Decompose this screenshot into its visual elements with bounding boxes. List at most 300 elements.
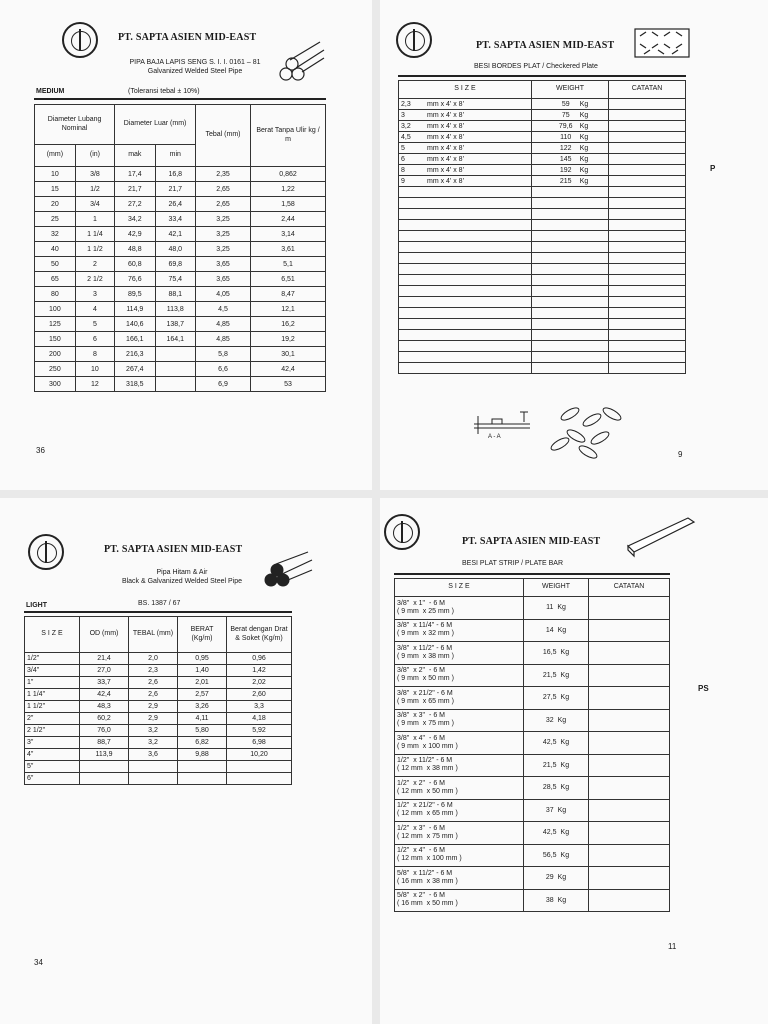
- table-row: [395, 777, 670, 800]
- empty-cell: [532, 308, 609, 319]
- cell-berat: 19,2: [251, 332, 326, 347]
- size-part: 1/2": [397, 847, 410, 855]
- cell-weight: [532, 132, 609, 143]
- table-body: [395, 597, 670, 912]
- weight-unit: Kg: [557, 896, 567, 904]
- cell-nominal-mm: 20: [35, 197, 76, 212]
- cell-tebal: 3,2: [129, 737, 178, 749]
- col-weight: WEIGHT: [532, 81, 609, 99]
- size-part: ( 16 mm: [397, 877, 423, 885]
- empty-cell: [399, 253, 532, 264]
- cell-berat: 53: [251, 377, 326, 392]
- size-thickness: 6: [401, 155, 405, 163]
- size-part: 1/2": [397, 779, 410, 787]
- size-part: ( 9 mm: [397, 652, 419, 660]
- size-part: - 6 M: [429, 667, 445, 675]
- weight-unit: Kg: [557, 806, 567, 814]
- weight-unit: Kg: [560, 851, 570, 859]
- weight-unit: Kg: [579, 166, 589, 174]
- page-11: [380, 498, 768, 1024]
- cell-socket: 3,3: [227, 701, 292, 713]
- weight-unit: Kg: [560, 649, 570, 657]
- edge-letter: PS: [698, 684, 709, 693]
- cell-tebal: 3,65: [196, 257, 251, 272]
- col-socket: Berat dengan Drat & Soket (Kg/m): [227, 617, 292, 653]
- cell-nominal-mm: 80: [35, 287, 76, 302]
- cell-nominal-mm: 300: [35, 377, 76, 392]
- plate-bar-table: [394, 578, 670, 912]
- size-part: x 25 mm ): [422, 607, 454, 615]
- empty-cell: [532, 231, 609, 242]
- cell-tebal: 3,65: [196, 272, 251, 287]
- weight-value: 21,5: [542, 761, 557, 769]
- weight-value: 32: [545, 716, 554, 724]
- cell-nominal-mm: 200: [35, 347, 76, 362]
- size-part: 3/8": [397, 622, 410, 630]
- empty-cell: [609, 253, 686, 264]
- empty-cell: [609, 275, 686, 286]
- size-part: ( 12 mm: [397, 810, 423, 818]
- weight-value: 38: [545, 896, 554, 904]
- page-number: 36: [36, 446, 45, 455]
- size-mm-line: [397, 608, 521, 616]
- empty-row: [399, 319, 686, 330]
- col-mm: (mm): [35, 145, 76, 167]
- cell-tebal: 4,85: [196, 332, 251, 347]
- cell-berat: 3,61: [251, 242, 326, 257]
- col-luar: Diameter Luar (mm): [115, 105, 196, 145]
- cell-nominal-in: 3/8: [75, 167, 114, 182]
- table-row: [399, 121, 686, 132]
- size-part: x 50 mm ): [422, 675, 454, 683]
- size-dimensions: mm x 4' x 8': [427, 177, 464, 185]
- cell-catatan: [589, 709, 670, 732]
- size-mm-line: [397, 698, 521, 706]
- empty-row: [399, 220, 686, 231]
- empty-row: [399, 352, 686, 363]
- weight-unit: Kg: [560, 784, 570, 792]
- cell-nominal-in: 4: [75, 302, 114, 317]
- cell-size: [399, 132, 532, 143]
- col-size: S I Z E: [25, 617, 80, 653]
- cell-tebal: 2,9: [129, 701, 178, 713]
- diamond-pattern-illustration: [546, 404, 626, 460]
- company-logo: [384, 514, 420, 550]
- cell-size: [395, 889, 524, 912]
- section-diagram: [470, 410, 550, 444]
- cell-weight: [532, 154, 609, 165]
- cell-size: [399, 143, 532, 154]
- size-inch-line: [397, 870, 521, 878]
- cell-berat: 30,1: [251, 347, 326, 362]
- cell-diameter-mak: 27,2: [115, 197, 155, 212]
- size-part: 3/8": [397, 734, 410, 742]
- empty-cell: [609, 330, 686, 341]
- cell-tebal: [129, 773, 178, 785]
- top-rule: [24, 611, 292, 613]
- size-part: ( 12 mm: [397, 765, 423, 773]
- size-part: - 6 M: [429, 824, 445, 832]
- cell-tebal: 2,6: [129, 677, 178, 689]
- weight-unit: Kg: [579, 144, 589, 152]
- plate-bar-title: BESI PLAT STRIP / PLATE BAR: [462, 560, 564, 567]
- cell-catatan: [589, 799, 670, 822]
- cell-berat: 1,58: [251, 197, 326, 212]
- weight-unit: Kg: [579, 111, 589, 119]
- company-logo: [396, 22, 432, 58]
- size-dimensions: mm x 4' x 8': [427, 144, 464, 152]
- table-row: [25, 749, 292, 761]
- col-size: S I Z E: [395, 579, 524, 597]
- table-body: [399, 99, 686, 374]
- cell-nominal-mm: 32: [35, 227, 76, 242]
- size-part: x 2": [413, 779, 426, 787]
- empty-row: [399, 242, 686, 253]
- cell-tebal: 2,3: [129, 665, 178, 677]
- cell-catatan: [589, 642, 670, 665]
- weight-unit: Kg: [560, 739, 570, 747]
- cell-catatan: [589, 732, 670, 755]
- checkered-plate-illustration: [634, 28, 690, 58]
- cell-weight: [524, 709, 589, 732]
- weight-value: 192: [559, 166, 572, 174]
- cell-size: [399, 176, 532, 187]
- size-part: x 4": [413, 847, 426, 855]
- empty-cell: [399, 308, 532, 319]
- cell-size: [395, 664, 524, 687]
- cell-size: [395, 867, 524, 890]
- empty-cell: [532, 253, 609, 264]
- table-row: [395, 844, 670, 867]
- empty-cell: [609, 363, 686, 374]
- weight-unit: Kg: [579, 100, 589, 108]
- table-row: [25, 737, 292, 749]
- cell-socket: 1,42: [227, 665, 292, 677]
- page-number: 34: [34, 958, 43, 967]
- size-part: ( 9 mm: [397, 675, 419, 683]
- weight-unit: Kg: [579, 133, 589, 141]
- cell-catatan: [609, 176, 686, 187]
- cell-tebal: 3,25: [196, 227, 251, 242]
- size-mm-line: [397, 743, 521, 751]
- empty-cell: [532, 319, 609, 330]
- cell-diameter-mak: 114,9: [115, 302, 155, 317]
- cell-diameter-mak: 140,6: [115, 317, 155, 332]
- cell-diameter-min: 26,4: [155, 197, 195, 212]
- size-mm-line: [397, 630, 521, 638]
- cell-od: 42,4: [80, 689, 129, 701]
- col-nominal: Diameter Lubang Nominal: [35, 105, 115, 145]
- size-mm-line: [397, 855, 521, 863]
- size-dimensions: mm x 4' x 8': [427, 133, 464, 141]
- size-dimensions: mm x 4' x 8': [427, 166, 464, 174]
- cell-socket: [227, 761, 292, 773]
- empty-cell: [399, 220, 532, 231]
- size-part: x 11/2" - 6 M: [413, 869, 453, 877]
- size-thickness: 5: [401, 144, 405, 152]
- cell-nominal-mm: 50: [35, 257, 76, 272]
- weight-value: 145: [559, 155, 572, 163]
- size-part: - 6 M: [429, 734, 445, 742]
- cell-tebal: 6,9: [196, 377, 251, 392]
- cell-od: 60,2: [80, 713, 129, 725]
- table-row: [395, 822, 670, 845]
- col-min: min: [155, 145, 195, 167]
- table-row: [25, 713, 292, 725]
- weight-value: 75: [561, 111, 570, 119]
- table-row: [395, 732, 670, 755]
- pipe-bundle-illustration: [276, 38, 326, 86]
- empty-row: [399, 286, 686, 297]
- cell-diameter-min: 21,7: [155, 182, 195, 197]
- size-part: ( 12 mm: [397, 832, 423, 840]
- size-part: x 21/2" - 6 M: [413, 802, 453, 810]
- empty-cell: [399, 209, 532, 220]
- cell-weight: [524, 754, 589, 777]
- size-part: x 75 mm ): [422, 720, 454, 728]
- table-row: [399, 176, 686, 187]
- cell-tebal: 2,0: [129, 653, 178, 665]
- empty-cell: [399, 319, 532, 330]
- empty-cell: [399, 242, 532, 253]
- weight-unit: Kg: [557, 626, 567, 634]
- table-header-row: [35, 105, 326, 145]
- table-row: [35, 302, 326, 317]
- cell-nominal-in: 2: [75, 257, 114, 272]
- cell-diameter-mak: 48,8: [115, 242, 155, 257]
- cell-nominal-mm: 125: [35, 317, 76, 332]
- cell-size: 4": [25, 749, 80, 761]
- size-part: x 65 mm ): [426, 810, 458, 818]
- table-row: [25, 725, 292, 737]
- table-row: [399, 110, 686, 121]
- empty-cell: [399, 275, 532, 286]
- page-36: [0, 0, 372, 490]
- cell-diameter-mak: 267,4: [115, 362, 155, 377]
- table-row: [35, 347, 326, 362]
- size-part: - 6 M: [429, 712, 445, 720]
- table-row: [395, 867, 670, 890]
- table-row: [35, 242, 326, 257]
- size-mm-line: [397, 675, 521, 683]
- grade-label: MEDIUM: [36, 88, 65, 95]
- size-part: 3/8": [397, 644, 410, 652]
- size-part: x 50 mm ): [426, 787, 458, 795]
- size-mm-line: [397, 878, 521, 886]
- size-part: ( 12 mm: [397, 855, 423, 863]
- size-mm-line: [397, 810, 521, 818]
- empty-row: [399, 231, 686, 242]
- empty-cell: [609, 187, 686, 198]
- empty-cell: [609, 297, 686, 308]
- empty-cell: [609, 319, 686, 330]
- cell-diameter-mak: 89,5: [115, 287, 155, 302]
- col-berat: BERAT (Kg/m): [178, 617, 227, 653]
- empty-cell: [532, 352, 609, 363]
- cell-weight: [524, 732, 589, 755]
- empty-cell: [532, 286, 609, 297]
- weight-value: 28,5: [542, 784, 557, 792]
- size-mm-line: [397, 720, 521, 728]
- cell-od: [80, 761, 129, 773]
- size-part: x 38 mm ): [426, 765, 458, 773]
- cell-nominal-mm: 10: [35, 167, 76, 182]
- cell-size: [399, 99, 532, 110]
- cell-nominal-in: 1 1/4: [75, 227, 114, 242]
- light-pipe-table: [24, 616, 292, 785]
- cell-tebal: 6,6: [196, 362, 251, 377]
- size-inch-line: [397, 645, 521, 653]
- edge-letter: P: [710, 164, 716, 173]
- cell-weight: [532, 176, 609, 187]
- medium-pipe-table: [34, 104, 326, 392]
- size-part: x 75 mm ): [426, 832, 458, 840]
- cell-tebal: 3,6: [129, 749, 178, 761]
- weight-unit: Kg: [560, 829, 570, 837]
- cell-nominal-mm: 150: [35, 332, 76, 347]
- cell-nominal-in: 2 1/2: [75, 272, 114, 287]
- cell-weight: [532, 143, 609, 154]
- size-mm-line: [397, 765, 521, 773]
- weight-value: 37: [545, 806, 554, 814]
- cell-nominal-mm: 25: [35, 212, 76, 227]
- size-part: 1/2": [397, 802, 410, 810]
- size-part: x 1": [413, 599, 426, 607]
- col-weight: WEIGHT: [524, 579, 589, 597]
- cell-size: [395, 844, 524, 867]
- cell-diameter-min: 164,1: [155, 332, 195, 347]
- cell-socket: 5,92: [227, 725, 292, 737]
- table-row: [395, 754, 670, 777]
- pipe-title-line1: Pipa Hitam & Air: [156, 569, 208, 576]
- empty-cell: [399, 264, 532, 275]
- cell-catatan: [589, 597, 670, 620]
- cell-tebal: 3,25: [196, 212, 251, 227]
- size-thickness: 4,5: [401, 133, 411, 141]
- cell-weight: [524, 822, 589, 845]
- empty-cell: [609, 209, 686, 220]
- size-part: 3/8": [397, 712, 410, 720]
- tolerance-note: (Toleransi tebal ± 10%): [128, 88, 200, 95]
- size-mm-line: [397, 788, 521, 796]
- cell-berat: 2,44: [251, 212, 326, 227]
- cell-berat: 16,2: [251, 317, 326, 332]
- cell-diameter-min: 69,8: [155, 257, 195, 272]
- cell-size: [395, 732, 524, 755]
- table-row: [35, 317, 326, 332]
- cell-socket: 2,60: [227, 689, 292, 701]
- empty-row: [399, 308, 686, 319]
- cell-catatan: [589, 777, 670, 800]
- size-part: x 3": [413, 824, 426, 832]
- col-catatan: CATATAN: [589, 579, 670, 597]
- size-part: x 100 mm ): [422, 742, 458, 750]
- size-part: ( 9 mm: [397, 607, 419, 615]
- empty-row: [399, 341, 686, 352]
- table-row: [35, 212, 326, 227]
- empty-cell: [532, 220, 609, 231]
- company-name: PT. SAPTA ASIEN MID-EAST: [476, 40, 615, 51]
- cell-diameter-min: 33,4: [155, 212, 195, 227]
- cell-weight: [524, 844, 589, 867]
- size-inch-line: [397, 892, 521, 900]
- table-row: [399, 99, 686, 110]
- weight-unit: Kg: [579, 122, 589, 130]
- table-row: [25, 701, 292, 713]
- cell-tebal: 4,85: [196, 317, 251, 332]
- size-part: x 50 mm ): [426, 900, 458, 908]
- empty-cell: [399, 286, 532, 297]
- cell-nominal-mm: 40: [35, 242, 76, 257]
- empty-row: [399, 330, 686, 341]
- cell-catatan: [609, 143, 686, 154]
- cell-nominal-in: 5: [75, 317, 114, 332]
- weight-unit: Kg: [560, 671, 570, 679]
- empty-cell: [532, 341, 609, 352]
- table-row: [25, 677, 292, 689]
- size-mm-line: [397, 833, 521, 841]
- cell-size: [395, 709, 524, 732]
- size-dimensions: mm x 4' x 8': [427, 111, 464, 119]
- standard-label: BS. 1387 / 67: [138, 600, 181, 607]
- cell-diameter-min: 113,8: [155, 302, 195, 317]
- empty-cell: [609, 198, 686, 209]
- col-in: (in): [75, 145, 114, 167]
- cell-berat: 2,01: [178, 677, 227, 689]
- cell-socket: 4,18: [227, 713, 292, 725]
- size-inch-line: [397, 825, 521, 833]
- table-row: [35, 332, 326, 347]
- cell-diameter-mak: 42,9: [115, 227, 155, 242]
- weight-unit: Kg: [560, 761, 570, 769]
- empty-row: [399, 187, 686, 198]
- cell-berat: 5,1: [251, 257, 326, 272]
- table-header-row: [395, 579, 670, 597]
- cell-size: [395, 687, 524, 710]
- weight-unit: Kg: [557, 604, 566, 612]
- table-row: [399, 143, 686, 154]
- size-thickness: 3,2: [401, 122, 411, 130]
- size-dimensions: mm x 4' x 8': [427, 122, 464, 130]
- table-row: [395, 799, 670, 822]
- size-inch-line: [397, 712, 521, 720]
- empty-cell: [609, 220, 686, 231]
- cell-diameter-min: 138,7: [155, 317, 195, 332]
- cell-nominal-in: 8: [75, 347, 114, 362]
- cell-size: [395, 799, 524, 822]
- size-part: x 4": [413, 734, 426, 742]
- size-part: x 11/2" - 6 M: [413, 757, 453, 765]
- cell-tebal: 2,65: [196, 182, 251, 197]
- cell-berat: 4,11: [178, 713, 227, 725]
- table-row: [395, 664, 670, 687]
- weight-value: 42,5: [542, 829, 557, 837]
- cell-tebal: [129, 761, 178, 773]
- table-row: [399, 132, 686, 143]
- page-9: [380, 0, 768, 490]
- cell-weight: [524, 664, 589, 687]
- cell-size: 1/2": [25, 653, 80, 665]
- cell-catatan: [589, 822, 670, 845]
- cell-weight: [524, 889, 589, 912]
- size-inch-line: [397, 690, 521, 698]
- size-thickness: 9: [401, 177, 405, 185]
- size-dimensions: mm x 4' x 8': [427, 100, 464, 108]
- cell-nominal-in: 6: [75, 332, 114, 347]
- table-row: [35, 182, 326, 197]
- cell-catatan: [609, 99, 686, 110]
- cell-catatan: [589, 867, 670, 890]
